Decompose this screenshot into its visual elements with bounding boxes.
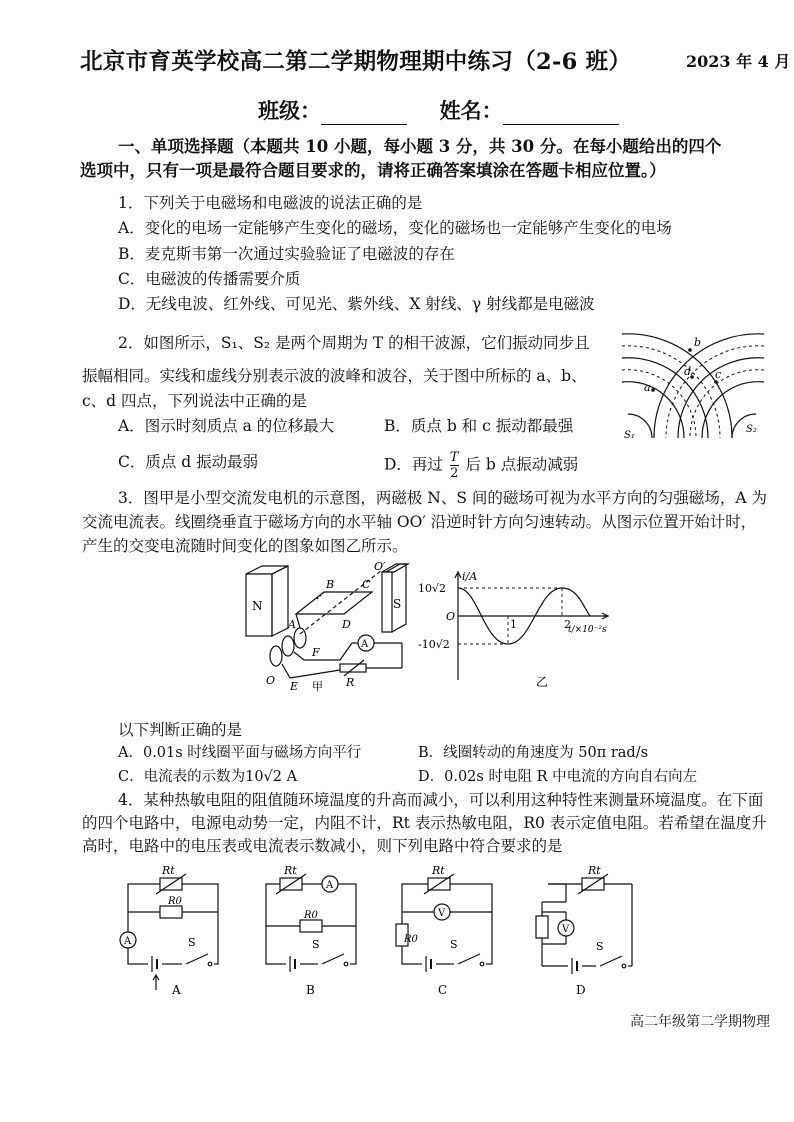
circuit-a-label: A xyxy=(172,983,181,997)
coil-d-label: D xyxy=(342,618,351,631)
name-blank[interactable] xyxy=(503,104,619,125)
graph-x-axis-label: t/×10⁻²s xyxy=(568,625,607,635)
circuit-a-switch: S xyxy=(188,936,196,949)
graph-y-top-label: 10√2 xyxy=(418,582,447,595)
circuit-c-r0: R0 xyxy=(404,934,418,945)
graph-tick-2: 2 xyxy=(564,618,571,631)
brush-f-label: F xyxy=(312,646,320,659)
q3-line1: 3．图甲是小型交流发电机的示意图，两磁极 N、S 间的磁场可视为水平方向的匀强磁场，A 为 xyxy=(118,489,768,507)
class-blank[interactable] xyxy=(321,104,407,125)
circuit-a xyxy=(116,862,228,998)
page-footer: 高二年级第二学期物理 xyxy=(630,1014,770,1030)
axis-o-prime-label: O′ xyxy=(374,560,386,573)
q3-line2: 交流电流表。线圈绕垂直于磁场方向的水平轴 OO′ 沿逆时针方向匀速转动。从图示位置开始计时， xyxy=(82,513,757,531)
graph-y-bottom-label: -10√2 xyxy=(418,638,450,651)
source-s2-label: S₂ xyxy=(746,424,757,435)
circuit-b-meter: A xyxy=(326,880,334,891)
q3-option-b: B．线圈转动的角速度为 50π rad/s xyxy=(418,745,649,761)
q4-line3: 高时，电路中的电压表或电流表示数减小，则下列电路中符合要求的是 xyxy=(82,837,563,855)
axis-o-label: O xyxy=(266,674,276,687)
point-d-label: d xyxy=(684,365,692,378)
q2-line1: 2．如图所示，S₁、S₂ 是两个周期为 T 的相干波源，它们振动同步且 xyxy=(118,334,590,352)
coil-b-label: B xyxy=(326,578,335,591)
source-s1-label: S₁ xyxy=(624,430,635,441)
fraction-denominator: 2 xyxy=(450,466,459,481)
q2-option-d-pre: D．再过 xyxy=(384,455,443,474)
q2-option-b: B．质点 b 和 c 振动都最强 xyxy=(384,417,574,435)
q2-option-c: C．质点 d 振动最弱 xyxy=(118,453,259,471)
circuit-b-rt: Rt xyxy=(284,864,297,877)
circuit-c-label: C xyxy=(438,983,448,997)
q2-line2: 振幅相同。实线和虚线分别表示波的波峰和波谷，关于图中所标的 a、b、 xyxy=(82,367,587,385)
circuit-b xyxy=(256,862,366,998)
magnet-n-label: N xyxy=(252,599,263,613)
circuit-d xyxy=(526,862,638,998)
class-label: 班级： xyxy=(258,98,321,123)
point-b-label: b xyxy=(694,336,702,349)
exam-date: 2023 年 4 月 xyxy=(686,52,791,71)
circuit-a-r0: R0 xyxy=(168,896,182,907)
q2-line3: c、d 四点，下列说法中正确的是 xyxy=(82,392,308,410)
circuit-b-label: B xyxy=(306,983,315,997)
point-a-label: a xyxy=(644,381,651,394)
circuit-b-switch: S xyxy=(312,938,320,951)
q4-line1: 4．某种热敏电阻的阻值随环境温度的升高而减小，可以利用这种特性来测量环境温度。在下面 xyxy=(118,791,764,809)
section-heading-line2: 选项中，只有一项是最符合题目要求的，请将正确答案填涂在答题卡相应位置。） xyxy=(80,161,666,180)
circuit-d-meter: V xyxy=(562,924,570,935)
current-graph-figure xyxy=(418,568,618,688)
circuit-d-rt: Rt xyxy=(588,864,601,877)
circuit-c xyxy=(392,862,502,998)
q1-option-d: D．无线电波、红外线、可见光、紫外线、X 射线、γ 射线都是电磁波 xyxy=(118,295,595,313)
circuit-c-switch: S xyxy=(450,938,458,951)
brush-e-label: E xyxy=(290,680,299,692)
q1-option-b: B．麦克斯韦第一次通过实验验证了电磁波的存在 xyxy=(118,245,455,263)
q3-option-c: C．电流表的示数为10√2 A xyxy=(118,769,298,785)
coil-a-label: A xyxy=(288,618,296,631)
resistor-r-label: R xyxy=(346,676,355,689)
graph-origin-label: O xyxy=(446,610,456,623)
q1-stem: 1．下列关于电磁场和电磁波的说法正确的是 xyxy=(118,194,423,212)
interference-figure xyxy=(618,330,768,442)
graph-tick-1: 1 xyxy=(510,618,517,631)
coil-c-label: C xyxy=(362,578,371,591)
ammeter-label: A xyxy=(361,639,369,650)
q3-line3: 产生的交变电流随时间变化的图象如图乙所示。 xyxy=(82,537,408,555)
circuit-b-r0: R0 xyxy=(304,910,318,921)
section-heading-line1: 一、单项选择题（本题共 10 小题，每小题 3 分，共 30 分。在每小题给出的四个 xyxy=(118,137,722,156)
student-info-line xyxy=(258,95,619,125)
q1-option-c: C．电磁波的传播需要介质 xyxy=(118,270,301,288)
circuit-c-meter: V xyxy=(438,908,446,919)
circuit-a-meter: A xyxy=(124,936,132,947)
figure-jia-caption: 甲 xyxy=(312,680,323,692)
graph-y-axis-label: i/A xyxy=(462,570,478,583)
circuit-d-switch: S xyxy=(596,940,604,953)
figure-yi-caption: 乙 xyxy=(536,675,549,688)
q2-option-d xyxy=(384,450,578,481)
fraction-numerator: T xyxy=(449,450,459,465)
name-label: 姓名： xyxy=(439,98,503,123)
q3-option-a: A．0.01s 时线圈平面与磁场方向平行 xyxy=(118,745,362,761)
point-c-label: c xyxy=(715,368,722,381)
q3-option-d: D．0.02s 时电阻 R 中电流的方向自右向左 xyxy=(418,769,698,785)
circuit-c-rt: Rt xyxy=(432,864,445,877)
page-title: 北京市育英学校高二第二学期物理期中练习（2-6 班） xyxy=(80,49,632,75)
magnet-s-label: S xyxy=(393,597,402,611)
q3-judge: 以下判断正确的是 xyxy=(118,721,243,739)
circuit-d-label: D xyxy=(576,983,586,997)
q2-option-a: A．图示时刻质点 a 的位移最大 xyxy=(118,417,335,435)
q4-line2: 的四个电路中，电源电动势一定，内阻不计，Rt 表示热敏电阻，R0 表示定值电阻。若希望在温度升 xyxy=(82,814,767,832)
circuit-a-rt: Rt xyxy=(162,864,175,877)
q1-option-a: A．变化的电场一定能够产生变化的磁场，变化的磁场也一定能够产生变化的电场 xyxy=(118,219,672,237)
q2-option-d-post: 后 b 点振动减弱 xyxy=(465,455,579,474)
generator-figure xyxy=(240,560,410,692)
